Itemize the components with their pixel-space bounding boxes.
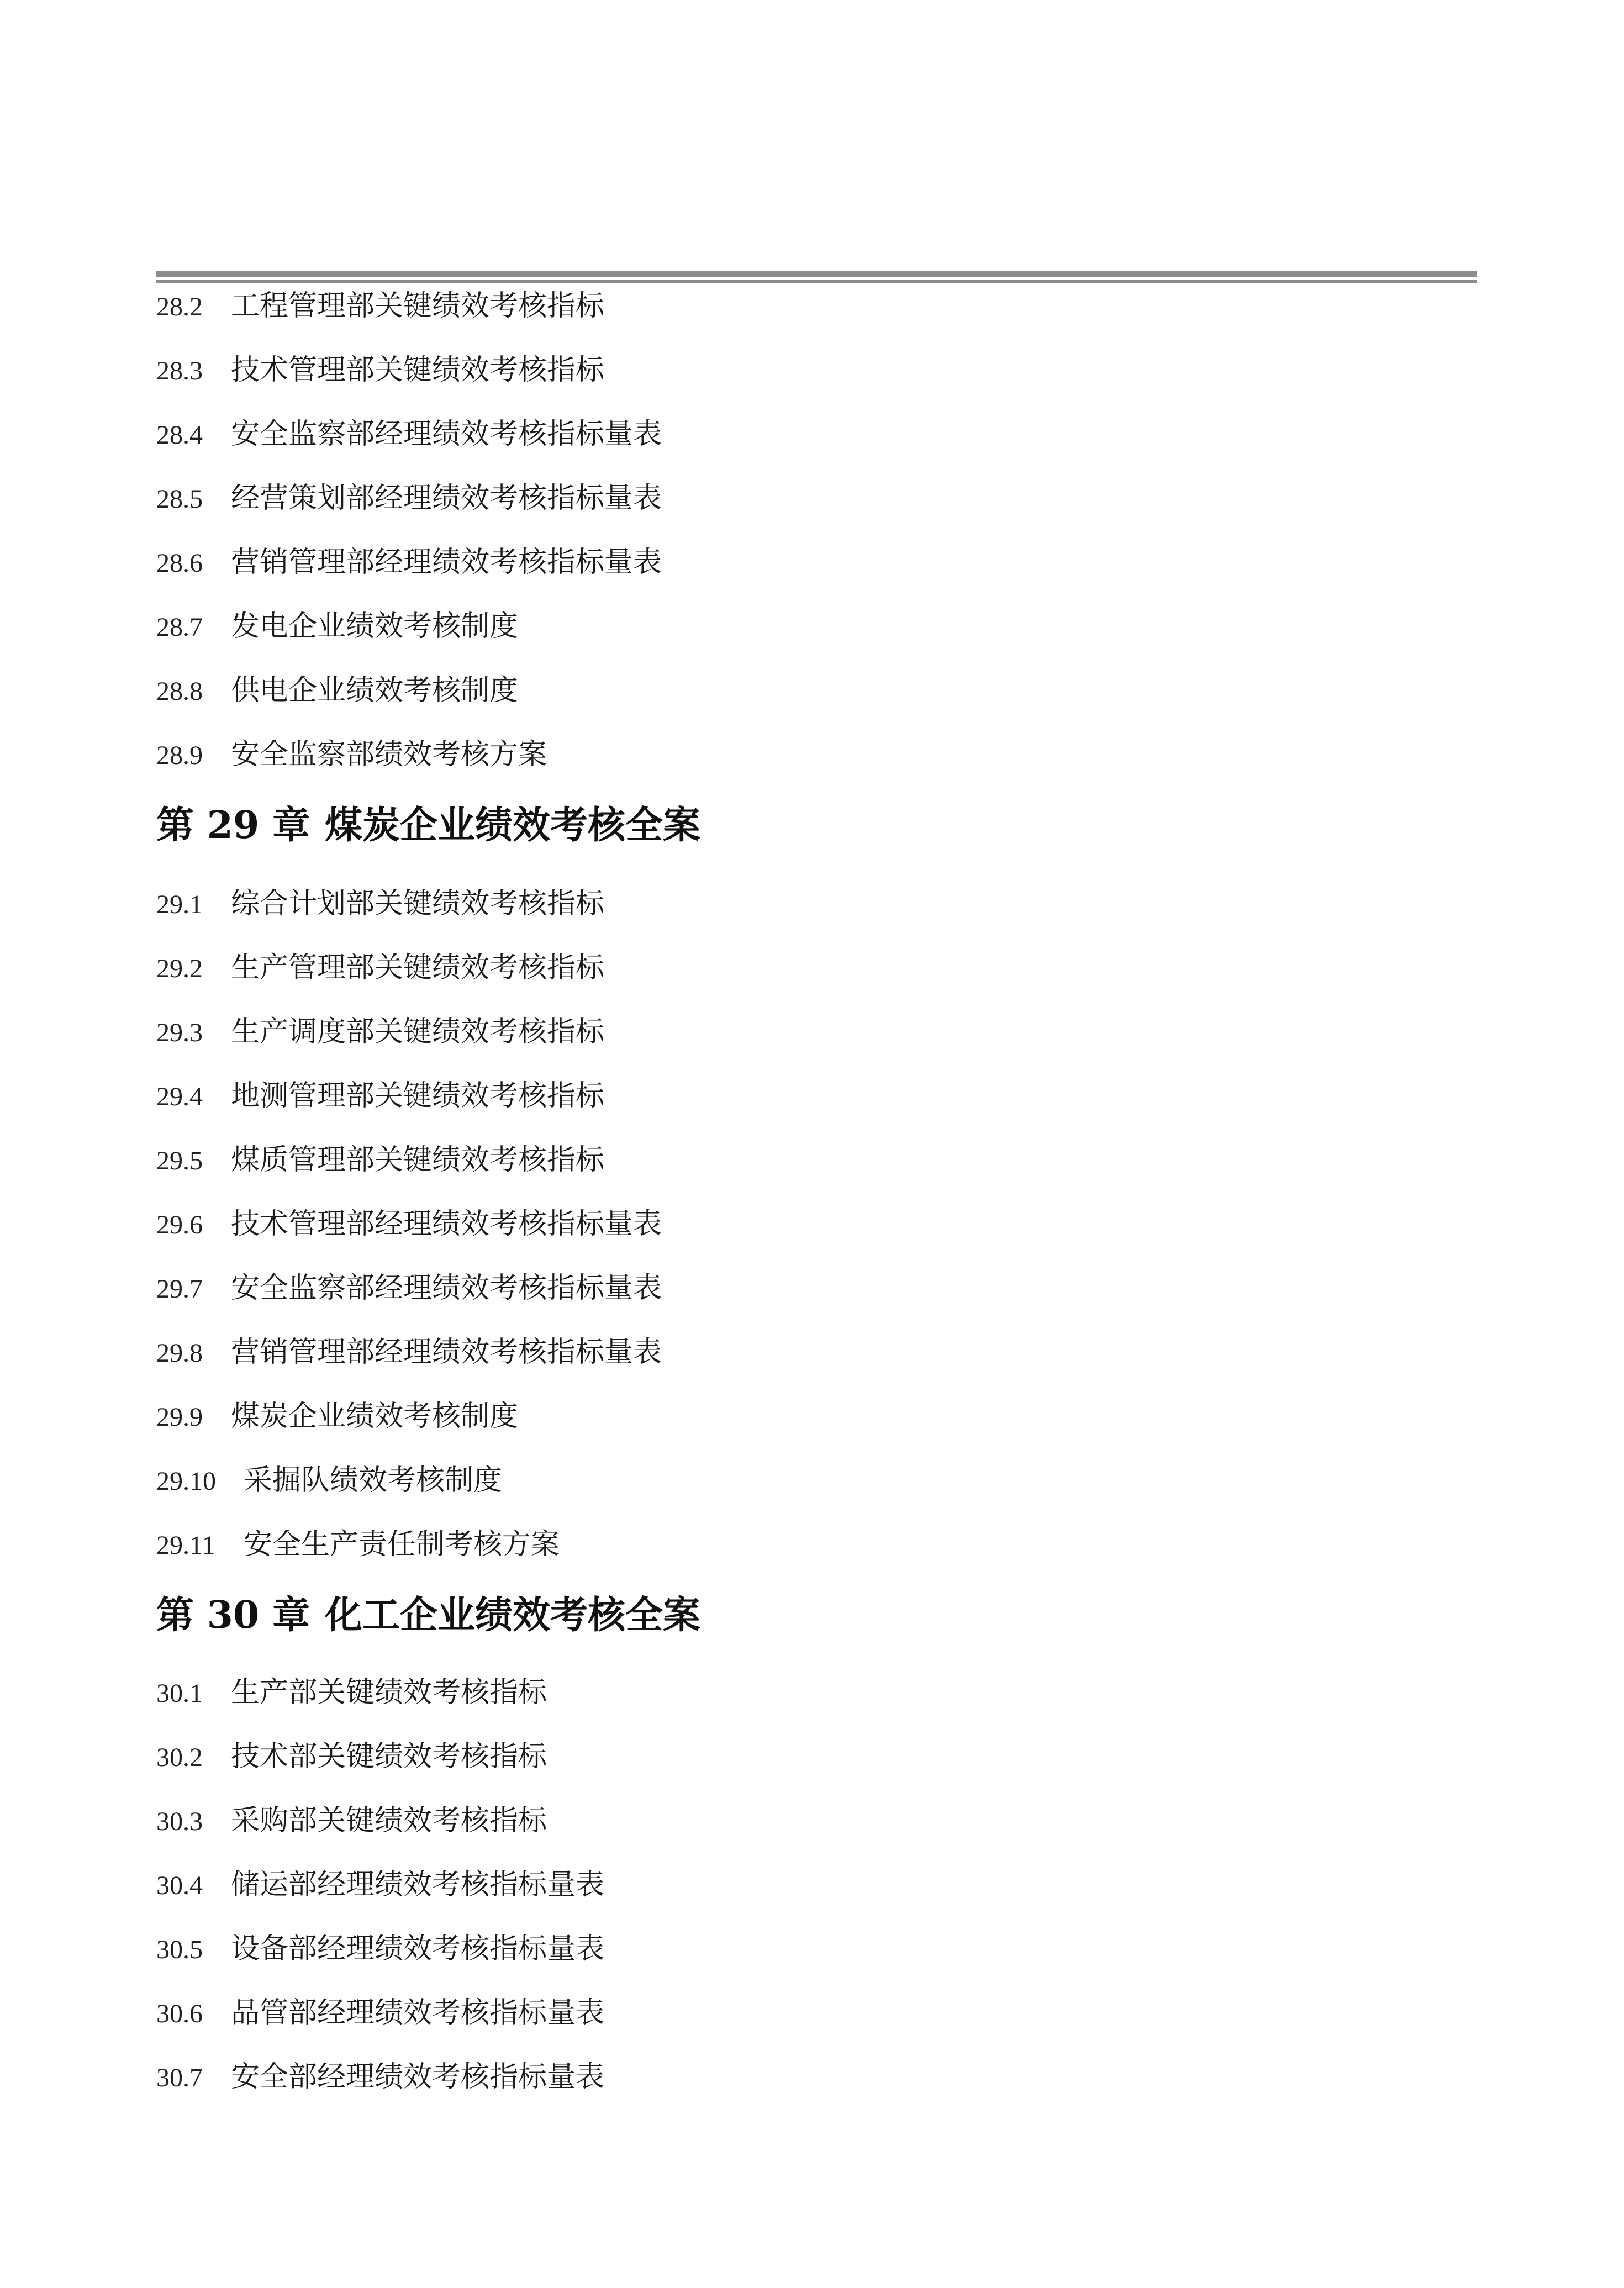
toc-entry-title: 技术管理部关键绩效考核指标 (231, 354, 605, 387)
toc-entry-title: 技术部关键绩效考核指标 (231, 1740, 547, 1773)
toc-entry-number: 29.8 (156, 1338, 203, 1368)
toc-entry-number: 28.3 (156, 356, 203, 386)
toc-entry-title: 采掘队绩效考核制度 (244, 1464, 503, 1497)
toc-entry-28-5[interactable] (156, 476, 662, 520)
toc-entry-title: 生产管理部关键绩效考核指标 (231, 951, 605, 984)
toc-entry-number: 28.7 (156, 613, 203, 642)
toc-entry-30-4[interactable] (156, 1863, 604, 1907)
toc-entry-title: 综合计划部关键绩效考核指标 (231, 887, 605, 920)
toc-entry-28-7[interactable] (156, 604, 518, 649)
toc-entry-title: 品管部经理绩效考核指标量表 (231, 1996, 605, 2029)
toc-entry-28-2[interactable] (156, 284, 604, 328)
toc-entry-number: 29.9 (156, 1403, 203, 1432)
toc-entry-29-11[interactable] (156, 1522, 560, 1567)
toc-entry-number: 29.1 (156, 890, 203, 919)
toc-entry-30-5[interactable] (156, 1927, 604, 1971)
toc-entry-title: 设备部经理绩效考核指标量表 (231, 1932, 605, 1965)
toc-entry-title: 工程管理部关键绩效考核指标 (231, 289, 605, 323)
toc-entry-title: 安全监察部经理绩效考核指标量表 (231, 1272, 662, 1305)
toc-entry-number: 29.10 (156, 1467, 216, 1496)
toc-entry-title: 安全监察部绩效考核方案 (231, 738, 547, 771)
toc-entry-28-3[interactable] (156, 348, 604, 392)
toc-entry-30-3[interactable] (156, 1799, 547, 1843)
toc-entry-number: 29.3 (156, 1018, 203, 1047)
toc-entry-title: 生产调度部关键绩效考核指标 (231, 1015, 605, 1048)
toc-entry-title: 安全部经理绩效考核指标量表 (231, 2060, 605, 2094)
toc-entry-number: 28.6 (156, 549, 203, 578)
toc-entry-title: 生产部关键绩效考核指标 (231, 1676, 547, 1709)
toc-entry-29-10[interactable] (156, 1458, 502, 1503)
toc-chapter-30[interactable] (156, 1588, 700, 1643)
toc-entry-title: 营销管理部经理绩效考核指标量表 (231, 546, 662, 579)
toc-entry-28-9[interactable] (156, 732, 547, 777)
toc-entry-title: 地测管理部关键绩效考核指标 (231, 1079, 605, 1113)
chapter-number: 第 30 章 (156, 1593, 310, 1637)
toc-entry-number: 30.7 (156, 2063, 203, 2092)
toc-entry-number: 30.4 (156, 1871, 203, 1900)
toc-entry-29-3[interactable] (156, 1010, 604, 1054)
toc-entry-title: 发电企业绩效考核制度 (231, 610, 519, 643)
toc-entry-30-7[interactable] (156, 2055, 604, 2099)
toc-entry-title: 营销管理部经理绩效考核指标量表 (231, 1336, 662, 1369)
toc-entry-29-2[interactable] (156, 946, 604, 990)
toc-chapter-29[interactable] (156, 798, 700, 853)
header-rule-thin (156, 280, 1477, 283)
toc-entry-number: 29.4 (156, 1082, 203, 1111)
toc-entry-29-4[interactable] (156, 1074, 604, 1118)
chapter-number: 第 29 章 (156, 803, 310, 847)
chapter-title: 化工企业绩效考核全案 (325, 1593, 701, 1637)
toc-entry-title: 安全生产责任制考核方案 (244, 1528, 560, 1561)
toc-entry-29-7[interactable] (156, 1266, 662, 1310)
toc-entry-28-4[interactable] (156, 412, 662, 456)
toc-entry-number: 29.11 (156, 1531, 215, 1560)
toc-entry-number: 30.5 (156, 1935, 203, 1964)
toc-entry-number: 30.6 (156, 1999, 203, 2028)
chapter-title: 煤炭企业绩效考核全案 (325, 803, 701, 847)
toc-entry-number: 30.3 (156, 1807, 203, 1836)
toc-entry-number: 29.6 (156, 1210, 203, 1240)
toc-entry-29-8[interactable] (156, 1330, 662, 1374)
header-rule-thick (156, 271, 1477, 277)
toc-entry-number: 28.4 (156, 420, 203, 450)
toc-entry-29-6[interactable] (156, 1202, 662, 1246)
toc-entry-title: 供电企业绩效考核制度 (231, 674, 519, 707)
toc-entry-29-1[interactable] (156, 882, 604, 926)
toc-entry-29-5[interactable] (156, 1138, 604, 1182)
toc-entry-title: 采购部关键绩效考核指标 (231, 1804, 547, 1837)
toc-entry-30-1[interactable] (156, 1670, 547, 1715)
toc-entry-title: 煤质管理部关键绩效考核指标 (231, 1143, 605, 1177)
toc-entry-number: 28.9 (156, 741, 203, 770)
toc-entry-number: 29.5 (156, 1146, 203, 1175)
toc-entry-number: 30.1 (156, 1679, 203, 1708)
toc-entry-number: 29.7 (156, 1274, 203, 1304)
toc-entry-30-2[interactable] (156, 1735, 547, 1779)
toc-entry-number: 28.5 (156, 484, 203, 514)
toc-entry-number: 29.2 (156, 954, 203, 983)
toc-entry-number: 28.2 (156, 292, 203, 321)
toc-entry-number: 28.8 (156, 677, 203, 706)
toc-entry-28-6[interactable] (156, 540, 662, 584)
toc-entry-title: 技术管理部经理绩效考核指标量表 (231, 1208, 662, 1241)
toc-entry-title: 经营策划部经理绩效考核指标量表 (231, 482, 662, 515)
toc-entry-number: 30.2 (156, 1743, 203, 1772)
toc-entry-28-8[interactable] (156, 668, 518, 713)
toc-entry-title: 储运部经理绩效考核指标量表 (231, 1868, 605, 1901)
toc-entry-29-9[interactable] (156, 1394, 518, 1438)
toc-entry-title: 煤炭企业绩效考核制度 (231, 1400, 519, 1433)
toc-entry-title: 安全监察部经理绩效考核指标量表 (231, 418, 662, 451)
toc-entry-30-6[interactable] (156, 1991, 604, 2035)
